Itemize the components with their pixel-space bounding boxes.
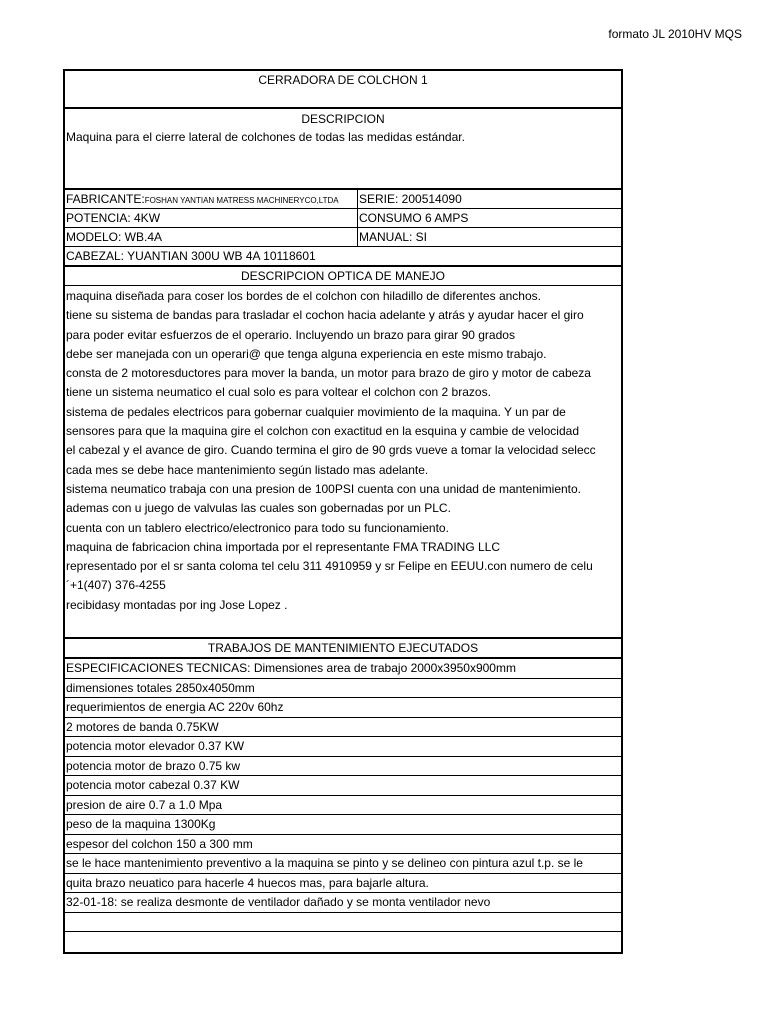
mant-row: ESPECIFICACIONES TECNICAS: Dimensiones area de trabajo 2000x3950x900mm — [65, 659, 621, 679]
optica-line: cada mes se debe hace mantenimiento según listado mas adelante. — [66, 462, 429, 477]
optica-line: el cabezal y el avance de giro. Cuando termina el giro de 90 grds vueve a tomar la velocidad selecc — [66, 443, 596, 458]
descripcion-text: Maquina para el cierre lateral de colchones de todas las medidas estándar. — [66, 130, 465, 144]
mant-row-empty — [65, 913, 621, 933]
mant-row: peso de la maquina 1300Kg — [65, 815, 621, 835]
title-text: CERRADORA DE COLCHON 1 — [258, 73, 428, 87]
optica-line: representado por el sr santa coloma tel celu 311 4910959 y sr Felipe en EEUU.con numero de celu — [66, 559, 593, 574]
optica-line: ´+1(407) 376-4255 — [66, 578, 166, 593]
optica-line: maquina diseñada para coser los bordes de el colchon con hiladillo de diferentes anchos. — [66, 289, 541, 303]
consumo-cell: CONSUMO 6 AMPS — [359, 211, 469, 225]
machine-record-sheet — [63, 69, 623, 954]
optica-line: cuenta con un tablero electrico/electronico para todo su funcionamiento. — [66, 520, 449, 535]
mant-row: 2 motores de banda 0.75KW — [65, 718, 621, 738]
optica-line: para poder evitar esfuerzos de el operario. Incluyendo un brazo para girar 90 grados — [66, 327, 515, 342]
optica-line: sistema de pedales electricos para gobernar cualquier movimiento de la maquina. Y un par de — [66, 404, 566, 419]
mant-row: quita brazo neuatico para hacerle 4 huecos mas, para bajarle altura. — [65, 874, 621, 894]
optica-line: ademas con u juego de valvulas las cuales son gobernadas por un PLC. — [66, 501, 451, 516]
modelo-cell: MODELO: WB.4A — [65, 228, 358, 246]
optica-line: maquina de fabricacion china importada por el representante FMA TRADING LLC — [66, 539, 500, 554]
optica-line: tiene su sistema de bandas para trasladar el cochon hacia adelante y atrás y ayudar hacer el giro — [66, 308, 584, 323]
row-modelo — [65, 228, 621, 247]
row-fabricante — [65, 190, 621, 209]
fabricante-value: FOSHAN YANTIAN MATRESS MACHINERYCO,LTDA — [144, 196, 339, 205]
optica-line: debe ser manejada con un operari@ que tenga alguna experiencia en este mismo trabajo. — [66, 346, 547, 361]
descripcion-heading: DESCRIPCION — [301, 112, 385, 126]
mant-row: requerimientos de energia AC 220v 60hz — [65, 698, 621, 718]
mant-row: espesor del colchon 150 a 300 mm — [65, 835, 621, 855]
optica-heading: DESCRIPCION OPTICA DE MANEJO — [65, 267, 621, 286]
sheet-title — [65, 71, 621, 109]
format-code: formato JL 2010HV MQS — [608, 27, 742, 41]
mant-row: presion de aire 0.7 a 1.0 Mpa — [65, 796, 621, 816]
mant-row: potencia motor elevador 0.37 KW — [65, 737, 621, 757]
mant-row: se le hace mantenimiento preventivo a la maquina se pinto y se delineo con pintura azul t.p. se le — [65, 854, 621, 874]
optica-line: consta de 2 motoresductores para mover la banda, un motor para brazo de giro y motor de cabeza — [66, 366, 591, 381]
optica-line: sensores para que la maquina gire el colchon con exactitud en la esquina y cambie de velocidad — [66, 424, 579, 439]
optica-line: sistema neumatico trabaja con una presion de 100PSI cuenta con una unidad de mantenimiento. — [66, 481, 582, 496]
mant-row: dimensiones totales 2850x4050mm — [65, 679, 621, 699]
descripcion-section — [65, 109, 621, 190]
fabricante-label: FABRICANTE: — [66, 192, 145, 206]
mant-row-empty — [65, 932, 621, 952]
serie-cell: SERIE: 200514090 — [359, 192, 462, 206]
mant-row: potencia motor cabezal 0.37 KW — [65, 776, 621, 796]
mant-row: potencia motor de brazo 0.75 kw — [65, 757, 621, 777]
mantenimiento-heading: TRABAJOS DE MANTENIMIENTO EJECUTADOS — [65, 639, 621, 659]
fabricante-cell — [65, 190, 358, 208]
manual-cell: MANUAL: SI — [359, 230, 428, 244]
mant-row: 32-01-18: se realiza desmonte de ventilador dañado y se monta ventilador nevo — [65, 893, 621, 913]
row-potencia — [65, 209, 621, 228]
cabezal-row: CABEZAL: YUANTIAN 300U WB 4A 10118601 — [65, 247, 621, 267]
optica-line: recibidasy montadas por ing Jose Lopez . — [66, 597, 288, 612]
optica-body — [65, 286, 621, 639]
potencia-cell: POTENCIA: 4KW — [65, 209, 358, 227]
optica-line: tiene un sistema neumatico el cual solo es para voltear el colchon con 2 brazos. — [66, 385, 491, 400]
